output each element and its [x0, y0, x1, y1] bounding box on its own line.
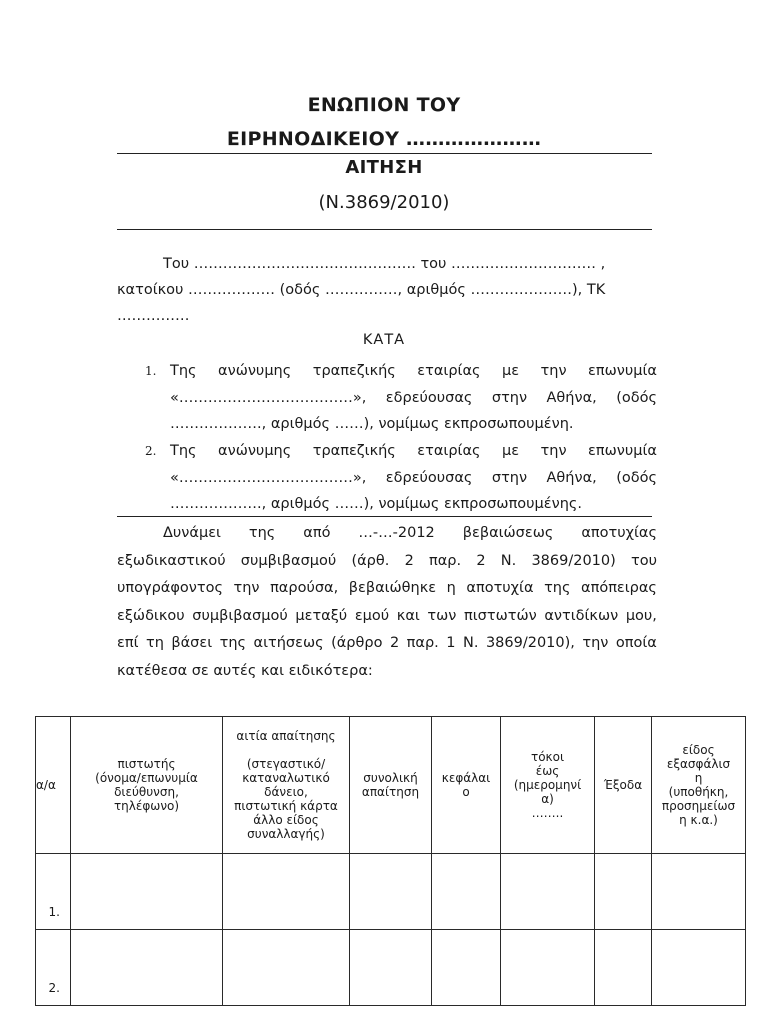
word: από: [303, 525, 331, 541]
word: του: [631, 552, 657, 569]
word: αντιδίκων: [544, 607, 619, 624]
word: 1: [446, 635, 456, 651]
table-cell[interactable]: [223, 854, 350, 930]
word: αιτήσεως: [253, 635, 324, 651]
table-cell[interactable]: [71, 854, 223, 930]
table-cell[interactable]: [350, 930, 432, 1006]
word: αποτυχίας: [581, 525, 657, 541]
word: παρούσα,: [270, 580, 339, 596]
word: μου,: [625, 607, 657, 624]
word: πιστωτών: [464, 607, 537, 624]
table-cell[interactable]: [595, 930, 652, 1006]
table-cell[interactable]: [501, 930, 595, 1006]
word: την: [540, 443, 567, 459]
word: Δυνάμει: [163, 525, 221, 541]
table-cell[interactable]: [501, 854, 595, 930]
word: οποία: [615, 635, 657, 651]
law-reference: (Ν.3869/2010): [318, 192, 450, 213]
table-cell[interactable]: [432, 854, 501, 930]
word: «………………………………»,: [170, 389, 367, 406]
creditor-line: ………………., αριθμός ……), νομίμως εκπροσωπουμένη.: [170, 416, 574, 432]
word: παρ.: [406, 635, 439, 651]
table-row: [36, 854, 746, 930]
court-title-line1: ΕΝΩΠΙΟΝ ΤΟΥ: [307, 94, 461, 116]
column-header: είδος εξασφάλισ η (υποθήκη, προσημείωσ η κ.α.): [652, 717, 746, 854]
column-header: συνολική απαίτηση: [350, 717, 432, 854]
word: της: [219, 635, 247, 651]
word: στην: [491, 389, 528, 406]
word: βεβαιώθηκε: [348, 580, 437, 596]
body-line: [117, 520, 657, 548]
word: με: [501, 443, 520, 459]
body-line: [117, 548, 657, 576]
word: και: [396, 607, 420, 624]
word: επωνυμία: [588, 363, 657, 379]
word: Ν.: [462, 635, 479, 651]
creditor-line: [170, 465, 657, 492]
table-cell[interactable]: [652, 930, 746, 1006]
creditor-number: 1.: [145, 364, 157, 378]
creditor-number: 2.: [145, 444, 157, 458]
word: υπογράφοντος: [117, 580, 223, 596]
creditor-line: [170, 438, 657, 465]
word: τη: [145, 635, 164, 651]
row-number-cell: 2.: [36, 930, 71, 1006]
word: μεταξύ: [295, 607, 348, 624]
word: βεβαιώσεως: [462, 525, 554, 541]
creditor-line: ………………., αριθμός ……), νομίμως εκπροσωπουμένης.: [170, 496, 583, 512]
column-header: κεφάλαι ο: [432, 717, 501, 854]
word: (οδός: [616, 389, 657, 406]
word: εμού: [354, 607, 390, 624]
word: Της: [170, 363, 197, 379]
word: (άρθρο: [331, 635, 383, 651]
creditor-item: [145, 438, 657, 518]
column-header: τόκοι έως (ημερομηνί α) ……..: [501, 717, 595, 854]
column-header: πιστωτής (όνομα/επωνυμία διεύθυνση, τηλέφωνο): [71, 717, 223, 854]
body-line: [117, 575, 657, 603]
word: την: [540, 363, 567, 379]
word: 2: [389, 635, 400, 651]
body-line: [117, 603, 657, 631]
word: η: [446, 580, 456, 596]
word: βάσει: [171, 635, 213, 651]
word: 2: [404, 552, 414, 569]
word: επί: [117, 635, 139, 651]
word: συμβιβασμού: [240, 552, 337, 569]
word: «………………………………»,: [170, 469, 367, 486]
body-paragraph: [117, 520, 657, 685]
word: (άρθ.: [351, 552, 390, 569]
body-line: κατέθεσα σε αυτές και ειδικότερα:: [117, 662, 373, 679]
table-cell[interactable]: [652, 854, 746, 930]
word: 3869/2010): [531, 552, 616, 569]
word: εξώδικου: [117, 607, 185, 624]
court-title-line2: ΕΙΡΗΝΟΔΙΚΕΙΟΥ …………………: [226, 128, 542, 150]
against-label: ΚΑΤΑ: [362, 332, 406, 348]
word: Αθήνα,: [546, 469, 597, 486]
word: Αθήνα,: [546, 389, 597, 406]
word: εταιρίας: [417, 443, 481, 459]
applicant-line: ……………: [117, 308, 190, 324]
applicant-line: κατοίκου ……………… (οδός ……………, αριθμός …………………), ΤΚ: [117, 282, 606, 298]
table-cell[interactable]: [432, 930, 501, 1006]
word: αποτυχία: [466, 580, 534, 596]
divider: [117, 153, 652, 154]
document-title: ΑΙΤΗΣΗ: [345, 157, 423, 178]
word: …-…-2012: [358, 525, 435, 541]
row-number-cell: 1.: [36, 854, 71, 930]
word: εταιρίας: [417, 363, 481, 379]
word: τραπεζικής: [312, 363, 396, 379]
word: τραπεζικής: [312, 443, 396, 459]
table-cell[interactable]: [71, 930, 223, 1006]
word: την: [582, 635, 609, 651]
table-cell[interactable]: [350, 854, 432, 930]
table-row: [36, 930, 746, 1006]
column-header: αιτία απαίτησης (στεγαστικό/ καταναλωτικό δάνειο, πιστωτική κάρτα άλλο είδος συναλλαγής): [223, 717, 350, 854]
word: με: [501, 363, 520, 379]
table-header-row: [36, 717, 746, 854]
word: των: [427, 607, 457, 624]
word: ανώνυμης: [218, 363, 292, 379]
column-header: α/α: [36, 717, 71, 854]
word: απόπειρας: [581, 580, 657, 596]
creditors-table: [35, 716, 746, 1006]
word: (οδός: [616, 469, 657, 486]
applicant-line: Του ………………………………………. του ………………………… ,: [163, 256, 606, 272]
word: Ν.: [500, 552, 517, 569]
body-line: [117, 630, 657, 658]
word: εξωδικαστικού: [117, 552, 226, 569]
divider: [117, 229, 652, 230]
word: 3869/2010),: [485, 635, 575, 651]
word: επωνυμία: [588, 443, 657, 459]
creditor-item: [145, 358, 657, 438]
table-cell[interactable]: [595, 854, 652, 930]
creditor-line: [170, 358, 657, 385]
word: της: [248, 525, 276, 541]
word: στην: [491, 469, 528, 486]
word: της: [544, 580, 571, 596]
word: 2: [476, 552, 486, 569]
word: παρ.: [429, 552, 462, 569]
word: Της: [170, 443, 197, 459]
applicant-block: [117, 251, 657, 329]
word: εδρεύουσας: [385, 469, 473, 486]
word: εδρεύουσας: [385, 389, 473, 406]
divider: [117, 516, 652, 517]
word: την: [233, 580, 260, 596]
word: συμβιβασμού: [192, 607, 288, 624]
creditor-line: [170, 385, 657, 412]
table-cell[interactable]: [223, 930, 350, 1006]
column-header: Έξοδα: [595, 717, 652, 854]
word: ανώνυμης: [218, 443, 292, 459]
